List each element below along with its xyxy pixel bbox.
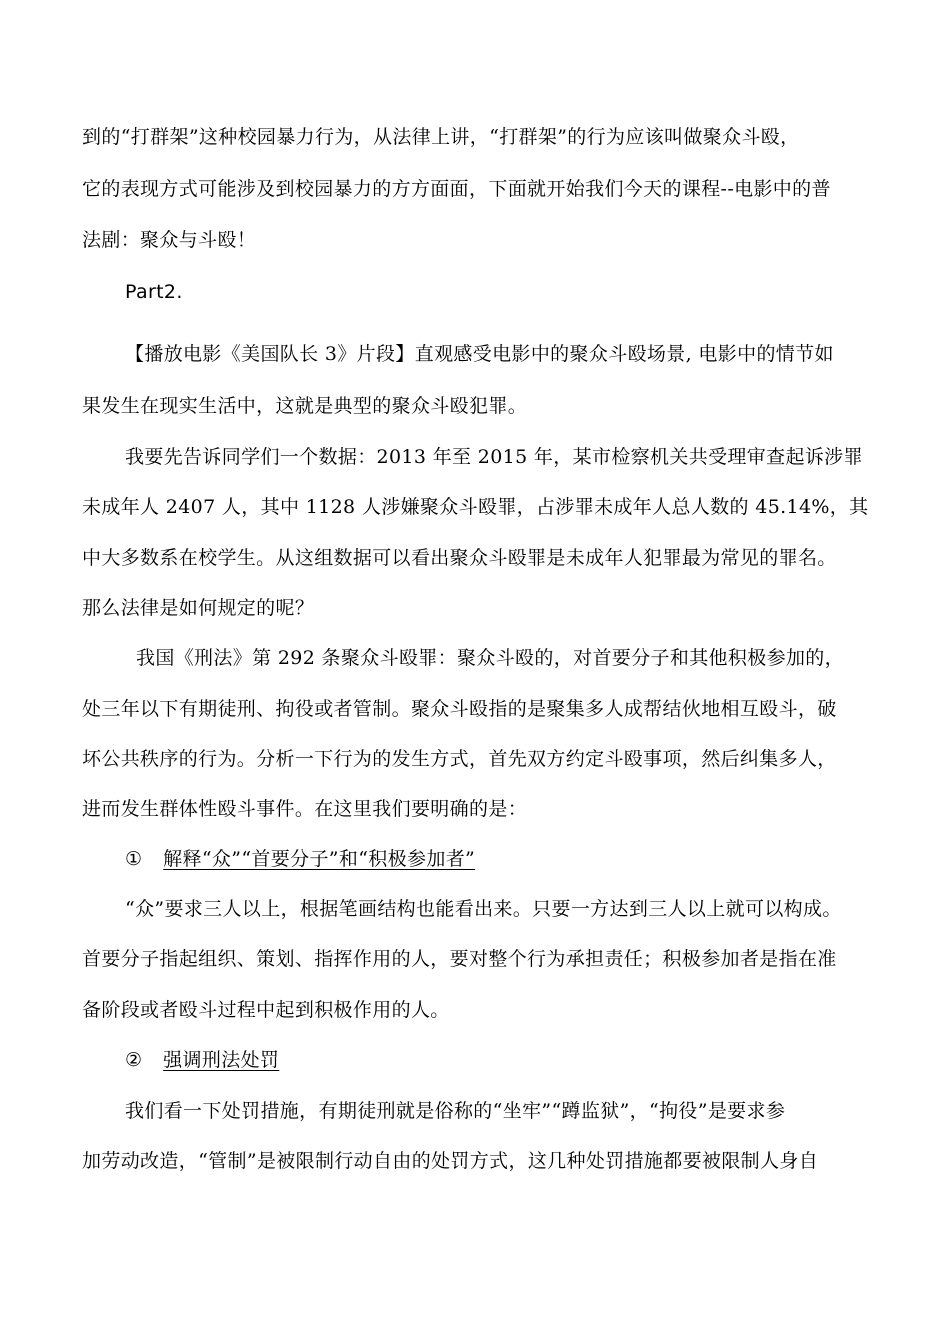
heading-number: ①	[125, 848, 143, 870]
heading-text: 解释“众”“首要分子”和“积极参加者”	[163, 848, 476, 870]
heading-text: 强调刑法处罚	[163, 1049, 280, 1071]
text-line: 进而发生群体性殴斗事件。在这里我们要明确的是：	[82, 798, 528, 820]
text-line: 首要分子指起组织、策划、指挥作用的人，要对整个行为承担责任；积极参加者是指在准	[82, 948, 837, 970]
text-line: 它的表现方式可能涉及到校园暴力的方方面面，下面就开始我们今天的课程--电影中的普	[82, 178, 831, 200]
text-line: 那么法律是如何规定的呢？	[82, 597, 315, 619]
text-line: 我要先告诉同学们一个数据：2013 年至 2015 年，某市检察机关共受理审查起诉涉罪	[125, 446, 863, 468]
text-line: 坏公共秩序的行为。分析一下行为的发生方式，首先双方约定斗殴事项，然后纠集多人，	[82, 748, 837, 770]
text-line: 我们看一下处罚措施，有期徒刑就是俗称的“坐牢”“蹲监狱”，“拘役”是要求参	[125, 1100, 786, 1122]
text-line: 未成年人 2407 人，其中 1128 人涉嫌聚众斗殴罪，占涉罪未成年人总人数的 45.14%，其	[82, 496, 869, 518]
text-line: 备阶段或者殴斗过程中起到积极作用的人。	[82, 999, 450, 1021]
text-line: 果发生在现实生活中，这就是典型的聚众斗殴犯罪。	[82, 395, 528, 417]
text-line: 法剧：聚众与斗殴！	[82, 229, 257, 251]
part-label: Part2.	[125, 281, 183, 303]
text-line: 中大多数系在校学生。从这组数据可以看出聚众斗殴罪是未成年人犯罪最为常见的罪名。	[82, 547, 837, 569]
text-line: “众”要求三人以上，根据笔画结构也能看出来。只要一方达到三人以上就可以构成。	[125, 898, 842, 920]
section-heading-1	[125, 847, 475, 871]
text-line: 到的“打群架”这种校园暴力行为，从法律上讲，“打群架”的行为应该叫做聚众斗殴，	[82, 126, 800, 148]
section-heading-2	[125, 1048, 279, 1072]
text-line: 我国《刑法》第 292 条聚众斗殴罪：聚众斗殴的，对首要分子和其他积极参加的，	[136, 647, 844, 669]
text-line: 加劳动改造，“管制”是被限制行动自由的处罚方式，这几种处罚措施都要被限制人身自	[82, 1150, 819, 1172]
text-line: 【播放电影《美国队长 3》片段】直观感受电影中的聚众斗殴场景, 电影中的情节如	[125, 343, 834, 365]
text-line: 处三年以下有期徒刑、拘役或者管制。聚众斗殴指的是聚集多人成帮结伙地相互殴斗，破	[82, 698, 837, 720]
heading-number: ②	[125, 1049, 143, 1071]
